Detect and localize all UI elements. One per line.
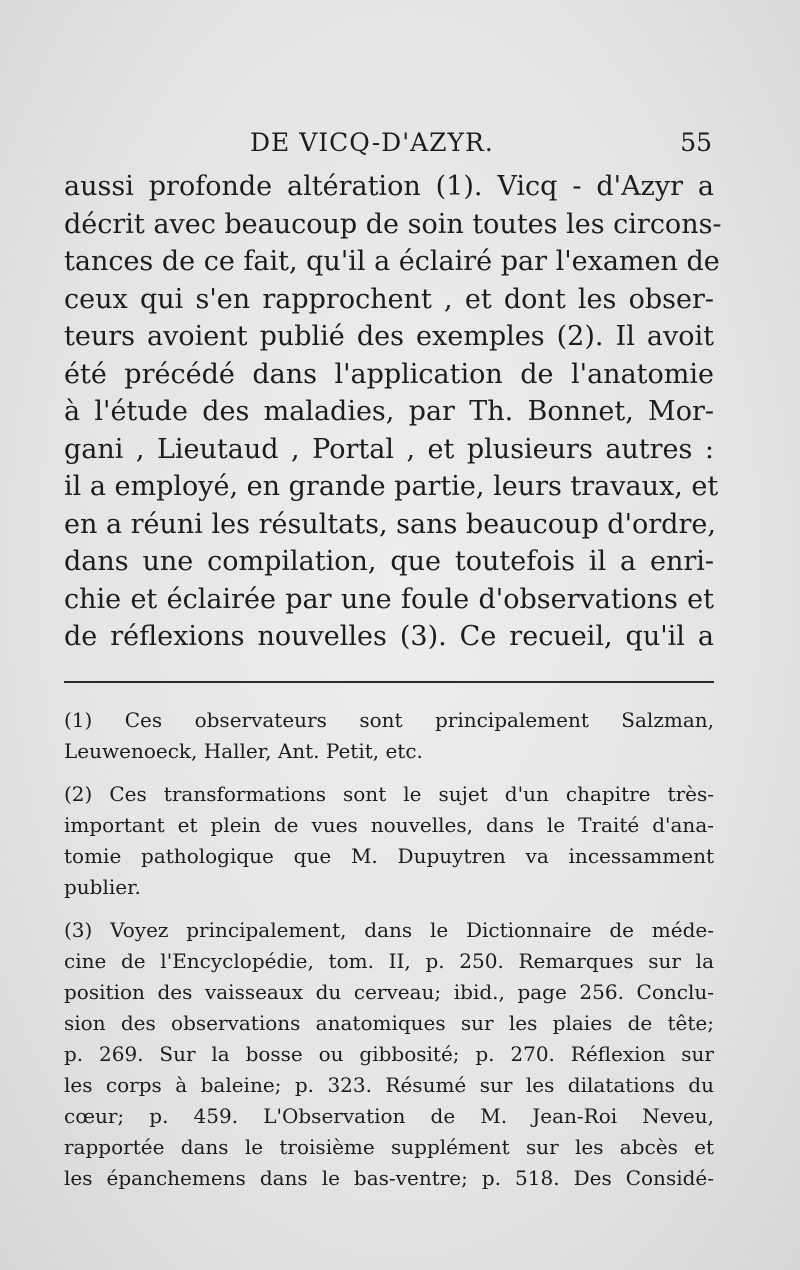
- text-line: à l'étude des maladies, par Th. Bonnet, Mor-: [64, 396, 714, 427]
- footnote-line: p. 269. Sur la bosse ou gibbosité; p. 270. Réflexion sur: [64, 1042, 714, 1066]
- footnote-line: cine de l'Encyclopédie, tom. II, p. 250. Remarques sur la: [64, 949, 714, 973]
- footnotes: [64, 705, 714, 1206]
- text-line: décrit avec beaucoup de soin toutes les circons-: [64, 208, 722, 240]
- footnote-line: (2) Ces transformations sont le sujet d'un chapitre très-: [64, 782, 714, 806]
- footnote-3: [64, 915, 714, 1194]
- footnote-line: tomie pathologique que M. Dupuytren va incessamment: [64, 844, 714, 868]
- footnote-2: [64, 779, 714, 903]
- footnote-line: les corps à baleine; p. 323. Résumé sur les dilatations du: [64, 1073, 714, 1097]
- footnote-rule: [64, 681, 714, 683]
- footnote-line: (3) Voyez principalement, dans le Dictionnaire de méde-: [64, 918, 714, 942]
- footnote-1: [64, 705, 714, 767]
- footnote-line: important et plein de vues nouvelles, dans le Traité d'ana-: [64, 813, 714, 837]
- footnote-line: rapportée dans le troisième supplément sur les abcès et: [64, 1135, 714, 1159]
- main-text: [64, 168, 722, 656]
- text-line: il a employé, en grande partie, leurs travaux, et: [64, 471, 719, 502]
- text-line: été précédé dans l'application de l'anatomie: [64, 358, 714, 390]
- page-number: 55: [680, 128, 712, 157]
- footnote-line: cœur; p. 459. L'Observation de M. Jean-Roi Neveu,: [64, 1104, 714, 1128]
- text-line: gani , Lieutaud , Portal , et plusieurs autres :: [64, 433, 714, 465]
- footnote-line: Leuwenoeck, Haller, Ant. Petit, etc.: [64, 739, 423, 763]
- text-line: aussi profonde altération (1). Vicq - d'Azyr a: [64, 171, 714, 202]
- text-line: de réflexions nouvelles (3). Ce recueil, qu'il a: [64, 621, 714, 652]
- page-header: [64, 128, 712, 164]
- text-line: tances de ce fait, qu'il a éclairé par l'examen de: [64, 246, 720, 277]
- footnote-line: position des vaisseaux du cerveau; ibid., page 256. Conclu-: [64, 980, 714, 1004]
- footnote-line: publier.: [64, 875, 141, 899]
- footnote-line: (1) Ces observateurs sont principalement Salzman,: [64, 708, 714, 732]
- text-line: dans une compilation, que toutefois il a enri-: [64, 546, 714, 577]
- text-line: chie et éclairée par une foule d'observations et: [64, 583, 714, 615]
- footnote-line: les épanchemens dans le bas-ventre; p. 518. Des Considé-: [64, 1166, 714, 1190]
- footnote-line: sion des observations anatomiques sur les plaies de tête;: [64, 1011, 714, 1035]
- text-line: en a réuni les résultats, sans beaucoup d'ordre,: [64, 508, 716, 540]
- running-head: DE VICQ-D'AZYR.: [250, 128, 494, 157]
- text-line: ceux qui s'en rapprochent , et dont les obser-: [64, 283, 714, 315]
- text-line: teurs avoient publié des exemples (2). Il avoit: [64, 321, 714, 352]
